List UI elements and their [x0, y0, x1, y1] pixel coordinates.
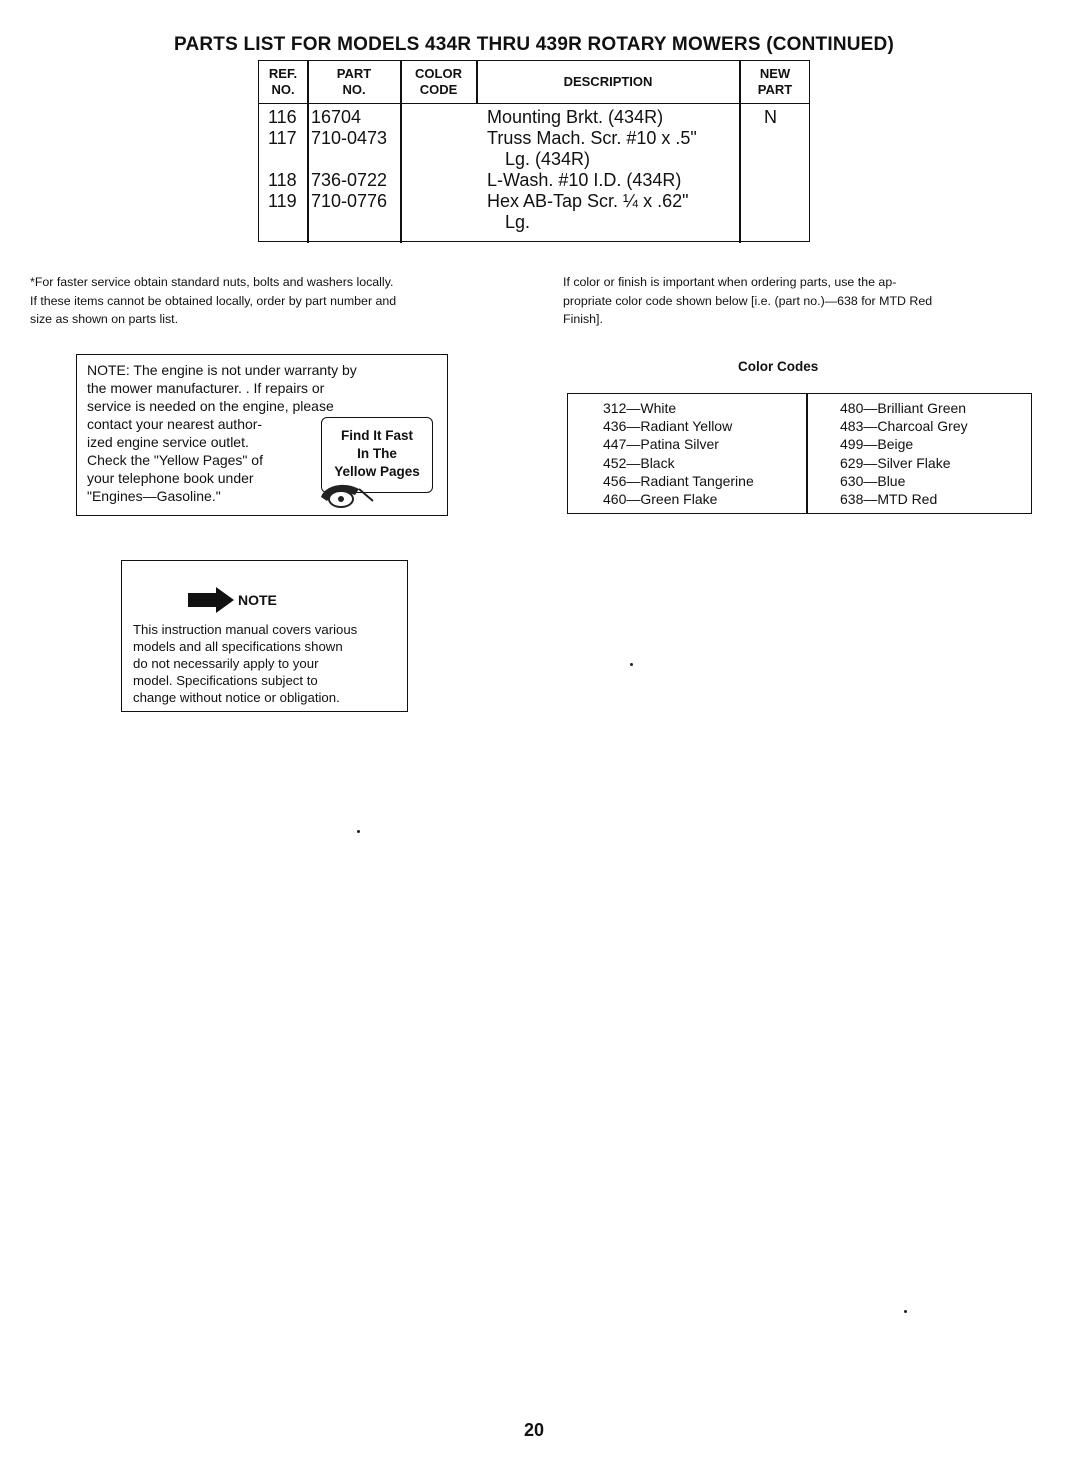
page-title: PARTS LIST FOR MODELS 434R THRU 439R ROTARY MOWERS (CONTINUED) — [173, 34, 895, 55]
row-part: 16704 — [311, 107, 362, 127]
row-desc: Truss Mach. Scr. #10 x .5" — [487, 128, 697, 148]
note-label: NOTE — [238, 592, 277, 608]
manual-note-box — [121, 560, 408, 712]
speck — [904, 1310, 907, 1313]
header-ref-no: REF. NO. — [268, 66, 298, 97]
row-desc: Mounting Brkt. (434R) — [487, 107, 664, 127]
yellow-pages-badge: Find It Fast In The Yellow Pages — [321, 417, 433, 493]
row-new: N — [764, 107, 777, 127]
header-new-part: NEW PART — [757, 66, 793, 97]
page-number: 20 — [523, 1420, 545, 1440]
row-ref: 119 — [268, 191, 297, 211]
row-part: 710-0473 — [311, 128, 388, 148]
row-ref: 118 — [268, 170, 297, 190]
manual-note-text: This instruction manual covers various models and all specifications shown do not necessarily apply to your model. Specifications subject to change without notice or obligation. — [133, 622, 358, 705]
row-part: 736-0722 — [311, 170, 388, 190]
color-codes-table — [567, 393, 1032, 514]
color-codes-right-column: 480—Brilliant Green 483—Charcoal Grey 499—Beige 629—Silver Flake 630—Blue 638—MTD Red — [840, 400, 968, 508]
row-ref: 117 — [268, 128, 297, 148]
telephone-icon — [315, 475, 377, 511]
header-description: DESCRIPTION — [563, 74, 653, 89]
header-part-no: PART NO. — [336, 66, 372, 97]
row-desc: Hex AB-Tap Scr. ¼ x .62" — [487, 191, 689, 211]
speck — [630, 663, 633, 666]
row-desc-cont: Lg. (434R) — [505, 149, 591, 169]
color-codes-left-column: 312—White 436—Radiant Yellow 447—Patina Silver 452—Black 456—Radiant Tangerine 460—Green Flake — [603, 400, 754, 508]
engine-warranty-note — [76, 354, 448, 516]
color-codes-heading: Color Codes — [738, 359, 819, 374]
speck — [357, 830, 360, 833]
engine-note-text: NOTE: The engine is not under warranty by the mower manufacturer. . If repairs or service is needed on the engine, please contact your nearest author- ized engine service outlet. Check the "Yellow Pages" of your telephone book under "Engines—Gasoline." — [87, 362, 357, 504]
color-finish-note: If color or finish is important when ordering parts, use the ap- propriate color code shown below [i.e. (part no.)—638 for MTD Red Finish]. — [563, 275, 933, 326]
hardware-footnote: *For faster service obtain standard nuts, bolts and washers locally. If these items cannot be obtained locally, order by part number and size as shown on parts list. — [30, 275, 397, 326]
row-part: 710-0776 — [311, 191, 388, 211]
parts-table — [258, 60, 810, 242]
arrow-right-icon — [188, 587, 234, 613]
row-ref: 116 — [268, 107, 297, 127]
row-desc: L-Wash. #10 I.D. (434R) — [487, 170, 682, 190]
header-color-code: COLOR CODE — [415, 66, 462, 97]
row-desc-cont: Lg. — [505, 212, 531, 232]
